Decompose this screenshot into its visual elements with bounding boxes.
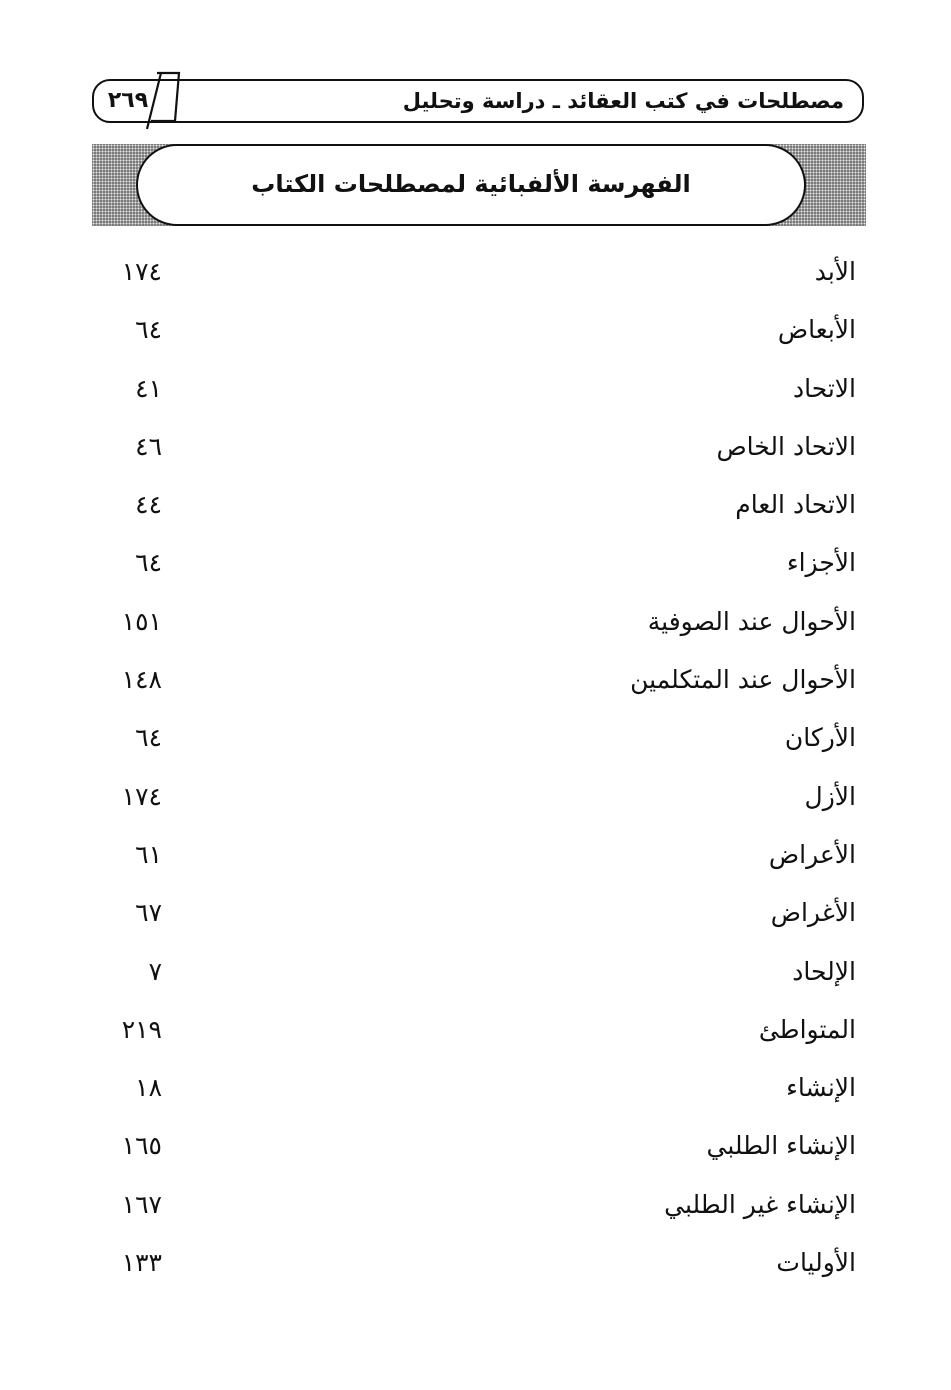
- index-term: الاتحاد الخاص: [716, 431, 856, 461]
- index-term: الأعراض: [768, 839, 856, 869]
- index-term: الاتحاد: [792, 373, 856, 403]
- running-title: مصطلحات في كتب العقائد ـ دراسة وتحليل: [402, 89, 844, 113]
- index-term: الأزل: [804, 781, 856, 811]
- index-page-ref: ١٦٥: [121, 1131, 162, 1161]
- index-entry: [100, 423, 856, 481]
- index-term: المتواطئ: [758, 1014, 856, 1044]
- index-page-ref: ٧: [148, 956, 162, 986]
- section-banner: [92, 144, 866, 226]
- index-page-ref: ٦٧: [135, 898, 162, 928]
- index-page-ref: ٤٤: [135, 490, 162, 520]
- index-page-ref: ١٧٤: [121, 257, 162, 286]
- index-term: الأحوال عند المتكلمين: [630, 665, 856, 695]
- index-entry: [100, 714, 856, 772]
- index-page-ref: ٢١٩: [121, 1014, 162, 1044]
- index-term: الأبد: [814, 257, 856, 286]
- index-page-ref: ١٨: [135, 1073, 162, 1103]
- index-term: الأركان: [784, 723, 856, 753]
- index-term: الاتحاد العام: [735, 490, 856, 520]
- index-page-ref: ١٦٧: [121, 1189, 162, 1219]
- index-entry: [100, 889, 856, 947]
- index-entry: [100, 1006, 856, 1064]
- index-term: الأغراض: [770, 898, 856, 928]
- index-entry: [100, 598, 856, 656]
- index-entry: [100, 948, 856, 1006]
- page-tab-shape: [139, 71, 183, 133]
- index-entry: [100, 1122, 856, 1180]
- index-page-ref: ١٧٤: [121, 781, 162, 811]
- page-number: ٢٦٩: [107, 88, 149, 113]
- index-entry: [100, 365, 856, 423]
- index-term: الإنشاء غير الطلبي: [664, 1189, 856, 1219]
- index-entry: [100, 656, 856, 714]
- index-page-ref: ١٤٨: [121, 665, 162, 695]
- index-entry: [100, 306, 856, 364]
- index-page-ref: ٦١: [135, 839, 162, 869]
- index-term: الأجزاء: [786, 548, 856, 578]
- index-entry: [100, 1064, 856, 1122]
- section-title-frame: [136, 144, 806, 226]
- running-header: [92, 79, 864, 123]
- index-entry: [100, 1239, 856, 1297]
- index-page-ref: ٦٤: [135, 723, 162, 753]
- index-term: الأوليات: [776, 1248, 856, 1278]
- index-term: الإنشاء الطلبي: [706, 1131, 856, 1161]
- section-title: الفهرسة الألفبائية لمصطلحات الكتاب: [251, 170, 691, 198]
- index-page-ref: ١٣٣: [121, 1248, 162, 1278]
- index-entry: [100, 481, 856, 539]
- index-term: الإلحاد: [792, 956, 856, 986]
- index-page-ref: ٤٦: [135, 431, 162, 461]
- index-page-ref: ١٥١: [121, 606, 162, 636]
- index-entry: [100, 539, 856, 597]
- page-number-tab: [94, 81, 182, 121]
- index-entry: [100, 831, 856, 889]
- index-entry: [100, 773, 856, 831]
- index-entry: [100, 1181, 856, 1239]
- index-page-ref: ٦٤: [135, 315, 162, 345]
- index-list: [100, 248, 856, 1297]
- index-entry: [100, 248, 856, 306]
- index-page-ref: ٦٤: [135, 548, 162, 578]
- index-term: الأحوال عند الصوفية: [647, 606, 856, 636]
- index-term: الإنشاء: [786, 1073, 856, 1103]
- index-page-ref: ٤١: [135, 373, 162, 403]
- index-term: الأبعاض: [777, 315, 856, 345]
